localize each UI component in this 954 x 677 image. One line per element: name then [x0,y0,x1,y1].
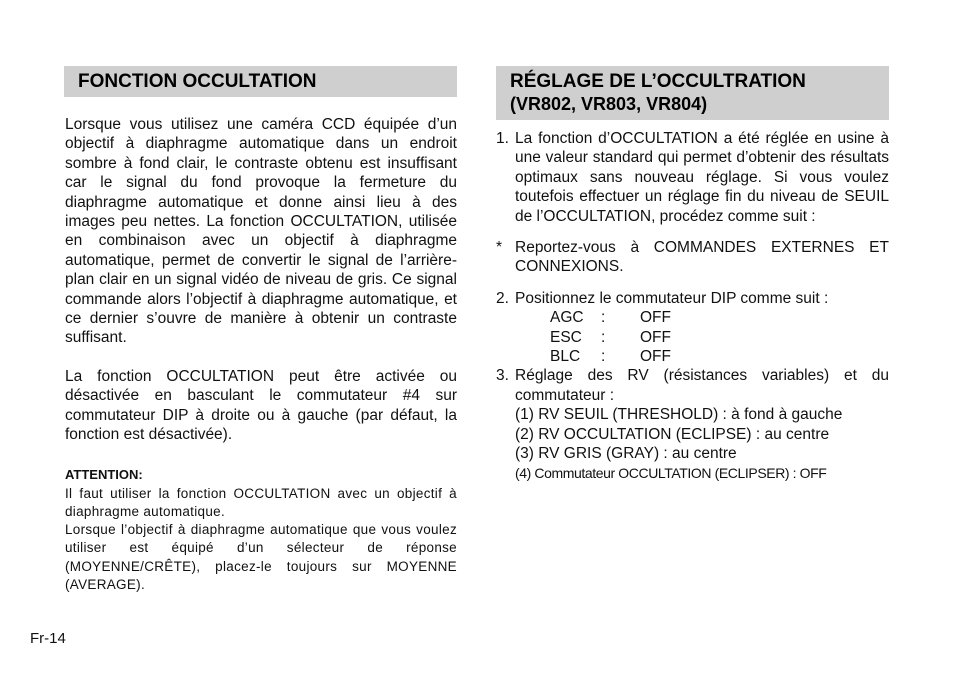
dip-value: OFF [640,348,671,366]
sub-step-4: (4) Commutateur OCCULTATION (ECLIPSER) : OFF [515,464,827,481]
step-2 [496,289,889,308]
right-column [496,129,889,483]
dip-separator: : [601,309,606,327]
dip-value: OFF [640,328,671,346]
left-column [65,115,457,594]
dip-row-agc [550,308,889,327]
asterisk: * [496,239,503,257]
dip-row-esc [550,328,889,347]
step-number: 3. [496,367,509,385]
section-heading-occultation: FONCTION OCCULTATION [64,66,457,97]
step-text: Positionnez le commutateur DIP comme suit : [515,289,829,307]
dip-name: ESC [550,328,582,346]
attention-note-2: Lorsque l’objectif à diaphragme automatique que vous voulez utiliser est équipé d’un sélecteur de réponse (MOYENNE/CRÊTE), placez-le toujours sur MOYENNE (AVERAGE). [65,522,457,592]
section-heading-reglage [496,66,889,120]
step-3 [496,366,889,482]
step-text [515,366,889,482]
step-1 [496,129,889,226]
note-text: Reportez-vous à COMMANDES EXTERNES ET CONNEXIONS. [515,239,889,276]
sub-step-1: (1) RV SEUIL (THRESHOLD) : à fond à gauche [515,406,843,424]
sub-step-2: (2) RV OCCULTATION (ECLIPSE) : au centre [515,425,830,443]
step-text: La fonction d’OCCULTATION a été réglée en usine à une valeur standard qui permet d’obtenir des résultats optimaux sans nouveau réglage. Si vous voulez toutefois effectuer un réglage fin du niveau de SEUIL de l’OCCULTATION, procédez comme suit : [515,130,889,225]
dip-name: AGC [550,309,584,327]
step-3-intro: Réglage des RV (résistances variables) et du commutateur : [515,367,889,404]
sub-step-3: (3) RV GRIS (GRAY) : au centre [515,445,737,463]
paragraph-switch: La fonction OCCULTATION peut être activée ou désactivée en basculant le commutateur #4 sur commutateur DIP à droite ou à gauche (par défaut, la fonction est désactivée). [65,367,457,444]
dip-value: OFF [640,309,671,327]
dip-separator: : [601,348,606,366]
paragraph-intro: Lorsque vous utilisez une caméra CCD équipée d’un objectif à diaphragme automatique dans un endroit sombre à fond clair, le contraste obtenu est insuffisant car le signal du fond provoque la fermeture du diaphragme automatique et donne ainsi lieu à des images peu nettes. La fonction OCCULTATION, utilisée en combinaison avec un objectif à diaphragme automatique, permet de convertir le signal de l’arrière-plan clair en un signal vidéo de niveau de gris. Ce signal commande alors l’objectif à diaphragme automatique, et ce dernier s’ouvre de manière à obtenir un contraste suffisant. [65,116,457,347]
heading-line-1: RÉGLAGE DE L’OCCULTRATION [510,71,806,92]
step-number: 2. [496,289,509,307]
attention-label: ATTENTION: [65,466,143,482]
attention-note-1: Il faut utiliser la fonction OCCULTATION avec un objectif à diaphragme automatique. [65,485,457,519]
step-number: 1. [496,130,509,147]
dip-separator: : [601,328,606,346]
dip-row-blc [550,347,889,366]
dip-switch-settings [550,308,889,366]
page-number: Fr-14 [30,630,66,647]
dip-name: BLC [550,348,581,366]
heading-line-2: (VR802, VR803, VR804) [510,94,708,114]
note-reference [496,238,889,277]
